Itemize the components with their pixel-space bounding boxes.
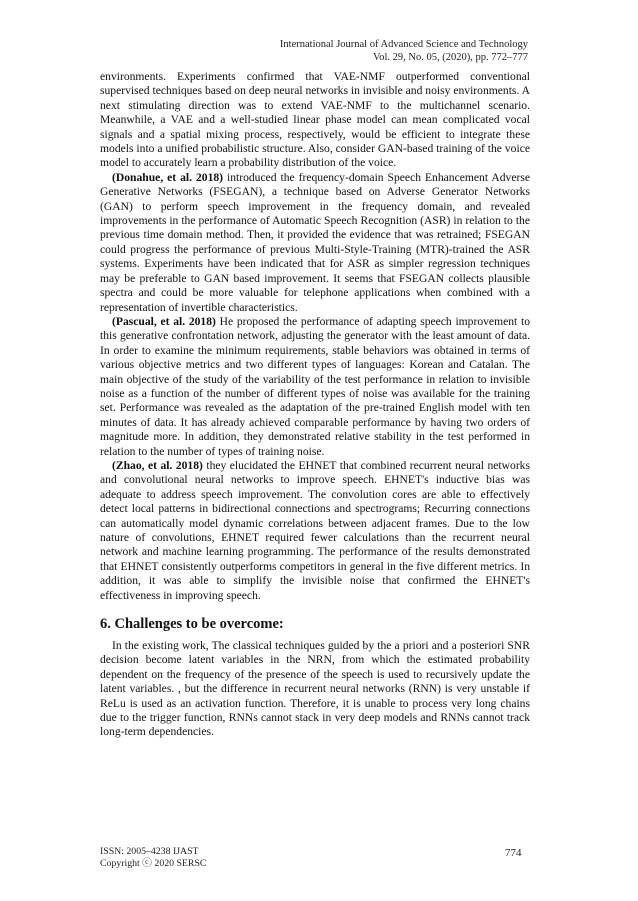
journal-name: International Journal of Advanced Science and Technology	[279, 39, 528, 50]
citation: (Zhao, et al. 2018)	[112, 458, 203, 472]
section-heading: 6. Challenges to be overcome:	[100, 616, 284, 633]
section-paragraph: In the existing work, The classical techniques guided by the a priori and a posteriori SNR decision become latent variables in the NRN, from which the estimated probability dependent on the frequency of the presence of the speech is used to recursively update the latent variables. , but the difference in recurrent neural networks (RNN) is very unstable if ReLu is used as an activation function. Therefore, it is unable to process very long chains due to the trigger function, RNNs cannot stack in very deep models and RNNs cannot track long-term dependencies.	[100, 639, 530, 739]
body-text	[100, 70, 530, 740]
paragraph-donahue	[100, 171, 530, 315]
footer	[100, 846, 206, 869]
citation: (Pascual, et al. 2018)	[112, 314, 216, 328]
paragraph-pascual	[100, 315, 530, 459]
paragraph-text: they elucidated the EHNET that combined recurrent neural networks and convolutional neural networks to improve speech. EHNET's inductive bias was adequate to address speech improvement. The convolution cores are able to effectively detect local patterns in bidirectional connections and spectrograms; Recurring connections can automatically model dynamic correlations between adjacent frames. Due to the low nature of convolutions, EHNET required fewer calculations than the recurrent neural network and machine learning programming. The performance of the results demonstrated that EHNET consistently outperforms competitors in general in the five different metrics. In addition, it was able to simplify the invisible noise that confirmed the EHNET's effectiveness in improving speech.	[100, 458, 530, 602]
copyright: Copyright ⓒ 2020 SERSC	[100, 857, 207, 869]
running-header	[280, 38, 528, 64]
paragraph-text: He proposed the performance of adapting speech improvement to this generative confrontation network, adjusting the generator with the least amount of data. In order to examine the minimum requirements, stable behaviors was obtained in terms of various objective metrics and two different types of languages: Korean and Catalan. The main objective of the study of the variability of the test performance in relation to invisible noise as a function of the number of different types of noise was available for the training set. Performance was revealed as the adaptation of the pre-trained English model with ten minutes of data. It has already achieved comparable performance by having two orders of magnitude more. In addition, they demonstrated relative stability in the test performed in relation to the number of types of training noise.	[100, 314, 530, 458]
issn: ISSN: 2005–4238 IJAST	[100, 846, 199, 857]
volume-info: Vol. 29, No. 05, (2020), pp. 772–777	[373, 52, 528, 63]
paragraph-continuation	[100, 70, 530, 171]
paragraph-text: introduced the frequency-domain Speech Enhancement Adverse Generative Networks (FSEGAN), a technique based on Adverse Generator Networks (GAN) to perform speech improvement in the frequency domain, and revealed improvements in the performance of Automatic Speech Recognition (ASR) in relation to the previous time domain method. Then, it provided the evidence that was retrained; FSEGAN could progress the performance of previous Multi-Style-Training (MTR)-trained the ASR systems. Experiments have been indicated that for ASR as simpler regression techniques may be preferable to GAN based improvement. It seems that FSEGAN collects plausible spectra and could be more valuable for telephone applications when combined with a representation of invertible characteristics.	[100, 170, 530, 314]
citation: (Donahue, et al. 2018)	[112, 170, 224, 184]
page-number: 774	[505, 847, 522, 859]
paragraph-text: environments. Experiments confirmed that VAE-NMF outperformed conventional supervised techniques based on deep neural networks in invisible and noisy environments. A next stimulating direction was to extend VAE-NMF to the multichannel scenario. Meanwhile, a VAE and a well-studied linear phase model can mean complicated vocal signals and a spatial mixing process, respectively, would be efficient to integrate these models into a unified probabilistic structure. Also, consider GAN-based training of the voice model to accurately learn a probability distribution of the voice.	[100, 70, 530, 170]
paragraph-zhao	[100, 459, 530, 603]
